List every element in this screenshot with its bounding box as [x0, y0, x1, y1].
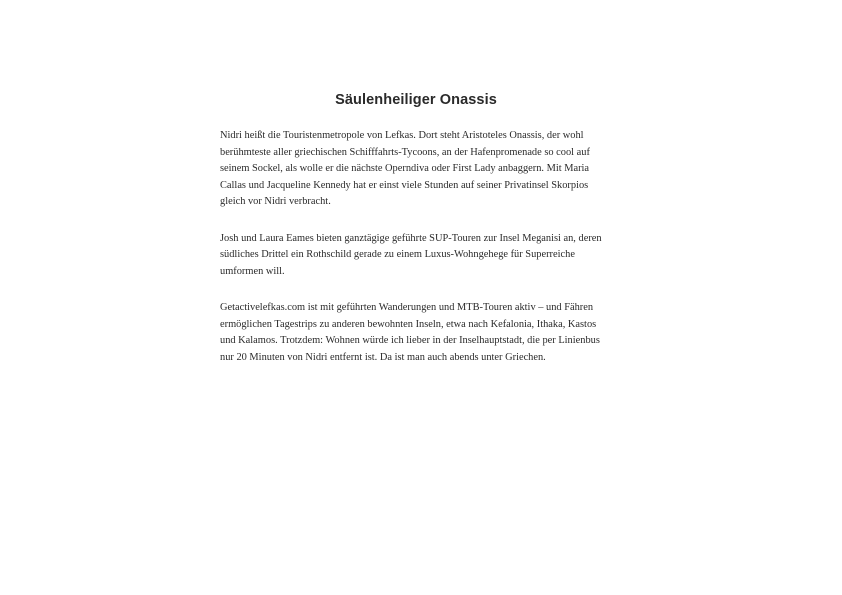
article-title: Säulenheiliger Onassis	[335, 92, 497, 108]
article-paragraph: Getactivelefkas.com ist mit geführten Wanderungen und MTB-Touren aktiv – und Fähren ermöglichen Tagestrips zu anderen bewohnten Inseln, etwa nach Kefalonia, Ithaka, Kastos und Kalamos. Trotzdem: Wohnen würde ich lieber in der Inselhauptstadt, die per Linienbus nur 20 Minuten von Nidri entfernt ist. Da ist man auch abends unter Griechen.	[220, 302, 600, 363]
article-paragraph: Nidri heißt die Touristenmetropole von Lefkas. Dort steht Aristoteles Onassis, der wohl berühmteste aller griechischen Schifffahrts-Tycoons, an der Hafenpromenade so cool auf seinem Sockel, als wolle er die nächste Operndiva oder First Lady anbaggern. Mit Maria Callas und Jacqueline Kennedy hat er einst viele Stunden auf seiner Privatinsel Skorpios gleich vor Nidri verbracht.	[220, 130, 590, 207]
article	[220, 90, 612, 366]
article-paragraph: Josh und Laura Eames bieten ganztägige geführte SUP-Touren zur Insel Meganisi an, deren südliches Drittel ein Rothschild gerade zu einem Luxus-Wohngehege für Superreiche umformen will.	[220, 232, 602, 277]
